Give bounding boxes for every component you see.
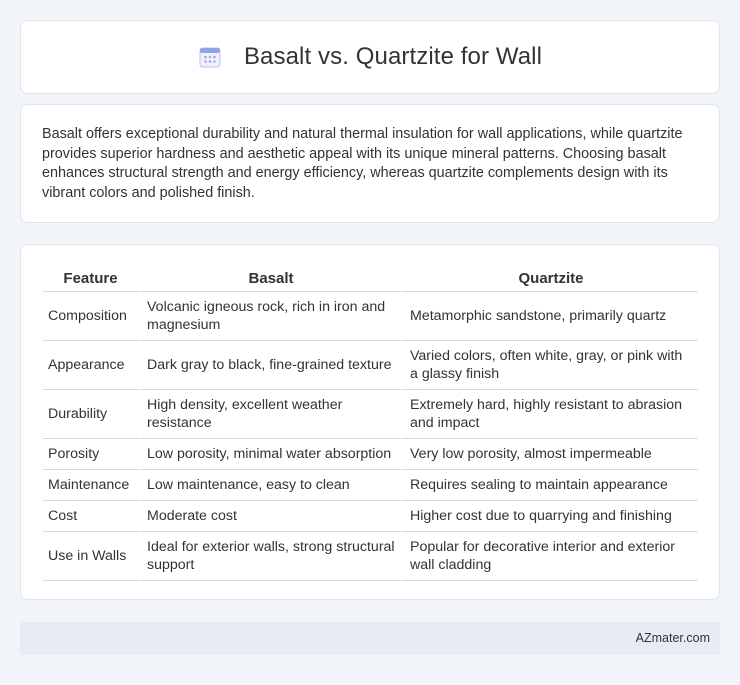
title-card	[20, 20, 720, 94]
quartzite-cell: Very low porosity, almost impermeable	[401, 439, 698, 470]
footer-brand: AZmater.com	[635, 631, 710, 645]
header-basalt: Basalt	[138, 266, 401, 292]
basalt-cell: High density, excellent weather resistance	[138, 390, 401, 439]
table-row	[43, 532, 698, 581]
table-row	[43, 390, 698, 439]
feature-cell: Use in Walls	[43, 532, 138, 581]
feature-cell: Appearance	[43, 341, 138, 390]
feature-cell: Durability	[43, 390, 138, 439]
table-row	[43, 470, 698, 501]
quartzite-cell: Requires sealing to maintain appearance	[401, 470, 698, 501]
basalt-cell: Volcanic igneous rock, rich in iron and magnesium	[138, 292, 401, 341]
quartzite-cell: Extremely hard, highly resistant to abrasion and impact	[401, 390, 698, 439]
table-row	[43, 501, 698, 532]
basalt-cell: Dark gray to black, fine-grained texture	[138, 341, 401, 390]
table-row	[43, 341, 698, 390]
intro-card	[20, 104, 720, 223]
quartzite-cell: Higher cost due to quarrying and finishing	[401, 501, 698, 532]
header-feature: Feature	[43, 266, 138, 292]
basalt-cell: Low porosity, minimal water absorption	[138, 439, 401, 470]
feature-cell: Composition	[43, 292, 138, 341]
basalt-cell: Low maintenance, easy to clean	[138, 470, 401, 501]
feature-cell: Maintenance	[43, 470, 138, 501]
quartzite-cell: Popular for decorative interior and exterior wall cladding	[401, 532, 698, 581]
comparison-card	[20, 244, 720, 600]
calendar-icon	[198, 45, 222, 69]
basalt-cell: Ideal for exterior walls, strong structural support	[138, 532, 401, 581]
header-quartzite: Quartzite	[401, 266, 698, 292]
comparison-table	[43, 266, 698, 581]
intro-paragraph: Basalt offers exceptional durability and natural thermal insulation for wall applications, while quartzite provides superior hardness and aesthetic appeal with its unique mineral patterns. Choosing basalt enhances structural strength and energy efficiency, whereas quartzite complements design with its vibrant colors and polished finish.	[42, 126, 683, 201]
footer-bar	[20, 622, 720, 655]
quartzite-cell: Varied colors, often white, gray, or pink with a glassy finish	[401, 341, 698, 390]
page-title: Basalt vs. Quartzite for Wall	[243, 43, 543, 70]
table-header-row	[43, 266, 698, 292]
table-row	[43, 439, 698, 470]
feature-cell: Porosity	[43, 439, 138, 470]
feature-cell: Cost	[43, 501, 138, 532]
basalt-cell: Moderate cost	[138, 501, 401, 532]
quartzite-cell: Metamorphic sandstone, primarily quartz	[401, 292, 698, 341]
table-row	[43, 292, 698, 341]
